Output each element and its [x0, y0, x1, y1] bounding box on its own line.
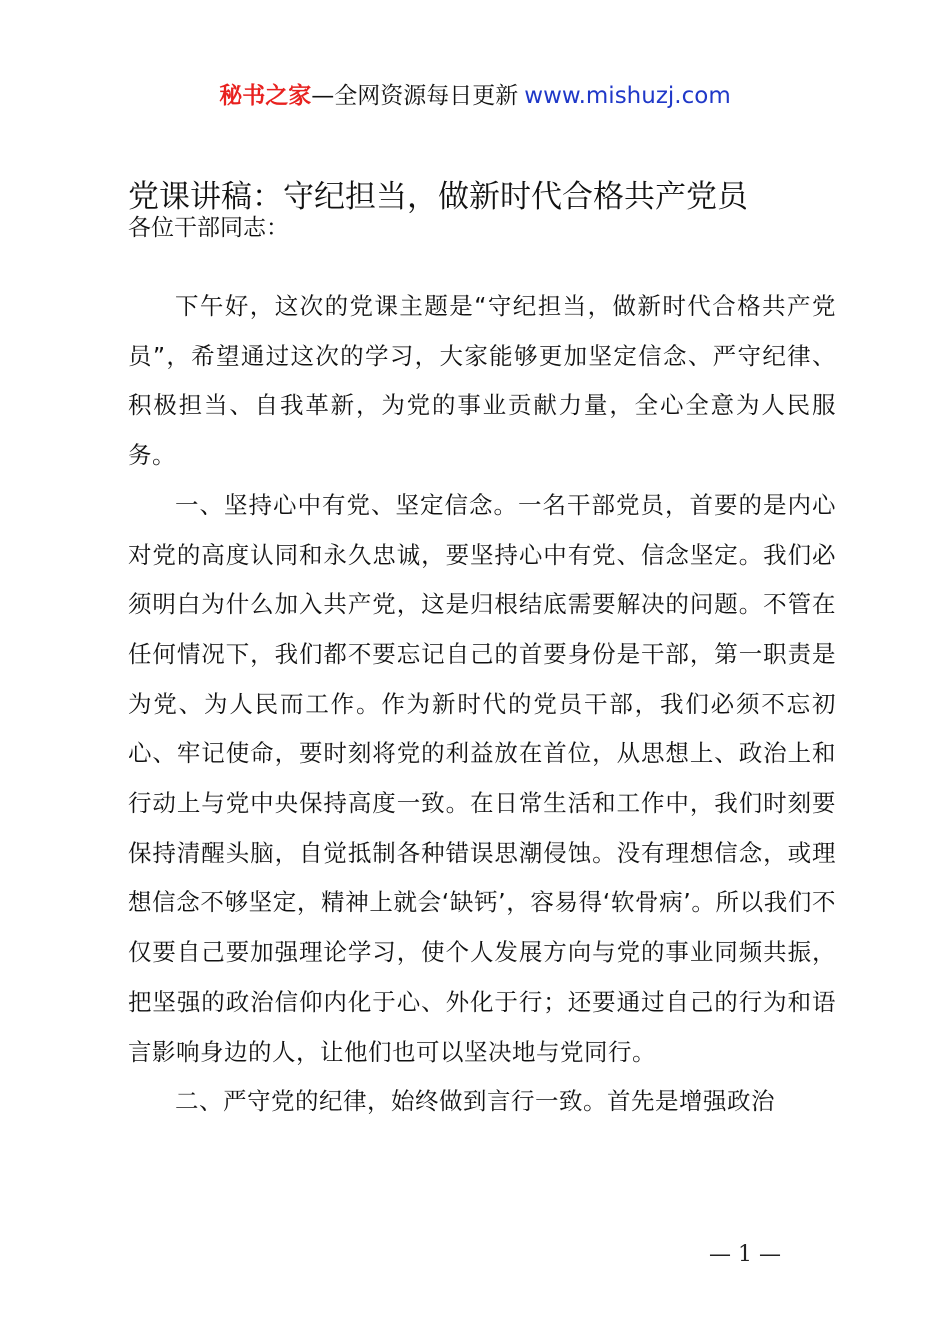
paragraph-section-1: 一、坚持心中有党、坚定信念。一名干部党员，首要的是内心对党的高度认同和永久忠诚，要坚持心中有党、信念坚定。我们必须明白为什么加入共产党，这是归根结底需要解决的问题。不管在任何情况下，我们都不要忘记自己的首要身份是干部，第一职责是为党、为人民而工作。作为新时代的党员干部，我们必须不忘初心、牢记使命，要时刻将党的利益放在首位，从思想上、政治上和行动上与党中央保持高度一致。在日常生活和工作中，我们时刻要保持清醒头脑，自觉抵制各种错误思潮侵蚀。没有理想信念，或理想信念不够坚定，精神上就会‘缺钙’，容易得‘软骨病’。所以我们不仅要自己要加强理论学习，使个人发展方向与党的事业同频共振，把坚强的政治信仰内化于心、外化于行；还要通过自己的行为和语言影响身边的人，让他们也可以坚决地与党同行。 [128, 490, 836, 1066]
salutation: 各位干部同志： [128, 215, 289, 241]
site-brand: 秘书之家 [219, 83, 312, 109]
document-title: 党课讲稿：守纪担当，做新时代合格共产党员 [128, 179, 748, 215]
site-tagline: —全网资源每日更新 [311, 83, 519, 109]
site-header [0, 80, 950, 112]
site-url-link[interactable]: www.mishuzj.com [524, 83, 731, 109]
document-body [128, 282, 836, 1127]
paragraph-intro: 下午好，这次的党课主题是“守纪担当，做新时代合格共产党员”，希望通过这次的学习，大家能够更加坚定信念、严守纪律、积极担当、自我革新，为党的事业贡献力量，全心全意为人民服务。 [128, 292, 836, 470]
page-number: — 1 — [709, 1242, 781, 1267]
paragraph-section-2: 二、严守党的纪律，始终做到言行一致。首先是增强政治 [175, 1087, 775, 1116]
